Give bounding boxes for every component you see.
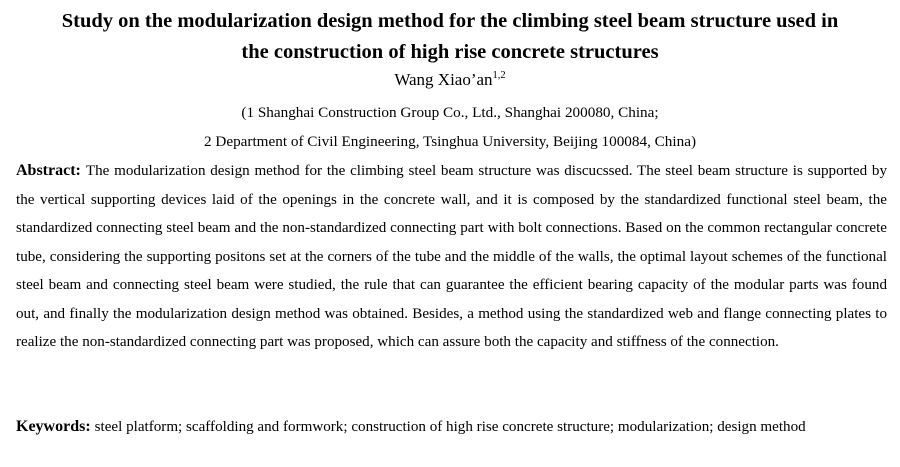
abstract-label-separator: :: [75, 162, 86, 179]
paper-title-line-1: Study on the modularization design method for the climbing steel beam structure used in: [61, 10, 839, 32]
affiliation-line-2: 2 Department of Civil Engineering, Tsinghua University, Beijing 100084, China): [203, 133, 697, 150]
abstract-label: Abstract: [16, 162, 76, 179]
author-line: [0, 67, 900, 93]
abstract-text: The modularization design method for the climbing steel beam structure was discucssed. The steel beam structure is supported by the vertical supporting devices laid of the openings in the concrete wall, and it is composed by the standardized functional steel beam, the standardized connecting steel beam and the non-standardized connecting part with bolt connections. Based on the common rectangular concrete tube, considering the supporting positons set at the corners of the tube and the middle of the walls, the optimal layout schemes of the functional steel beam and connecting steel beam were studied, the rule that can guarantee the efficient bearing capacity of the modular parts was found out, and finally the modularization design method was obtained. Besides, a method using the standardized web and flange connecting plates to realize the non-standardized connecting part was proposed, which can assure both the capacity and stiffness of the connection.: [16, 163, 887, 350]
affiliation-line-1: (1 Shanghai Construction Group Co., Ltd., Shanghai 200080, China;: [241, 104, 659, 121]
keywords-label-separator: :: [85, 418, 95, 435]
keywords-text: steel platform; scaffolding and formwork; construction of high rise concrete structure; modularization; design method: [94, 419, 806, 435]
keywords-label: Keywords: [16, 418, 86, 435]
keywords-paragraph: [16, 413, 887, 442]
author-affiliation-marker: 1,2: [492, 70, 506, 81]
author-name: Wang Xiao’an: [394, 70, 493, 89]
paper-title-line-2: the construction of high rise concrete structures: [241, 41, 659, 63]
abstract-paragraph: [16, 157, 887, 357]
